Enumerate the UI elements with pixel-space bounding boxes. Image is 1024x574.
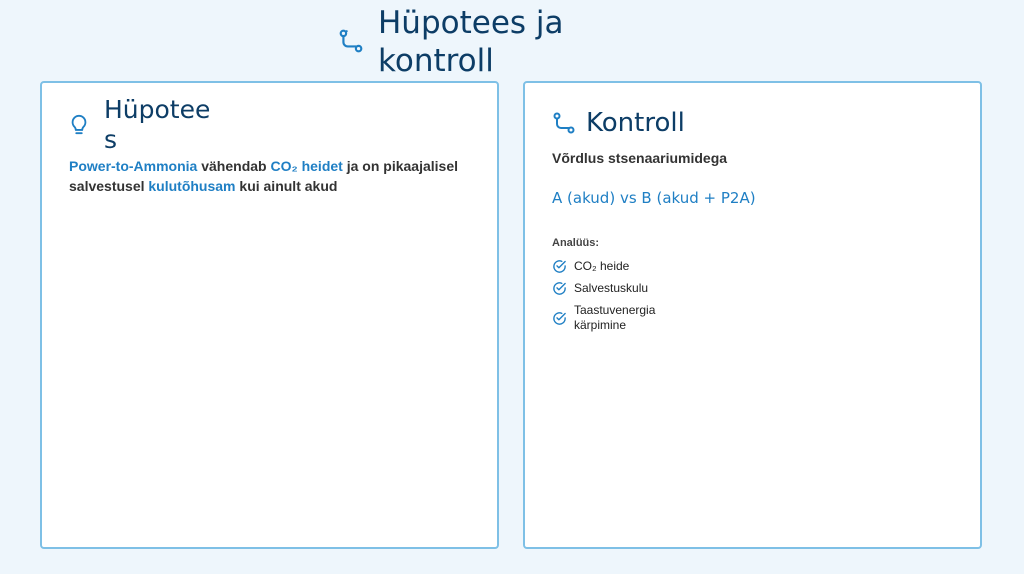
hypothesis-header	[68, 95, 214, 155]
check-label: CO₂ heide	[574, 259, 630, 273]
text-part: vähendab	[197, 158, 271, 174]
check-circle-icon	[552, 259, 567, 274]
control-card	[523, 81, 982, 549]
text-part: Power-to-Ammonia	[69, 158, 198, 174]
text-part: kulutõhusam	[148, 178, 236, 194]
list-item	[552, 303, 702, 333]
check-circle-icon	[552, 281, 567, 296]
analysis-checklist	[552, 259, 702, 340]
hypothesis-text	[69, 156, 469, 196]
list-item	[552, 259, 702, 274]
text-part: kui ainult akud	[235, 178, 338, 194]
hypothesis-heading: Hüpotees	[104, 95, 211, 154]
text-part: ja on pikaajalisel salvestusel	[69, 158, 458, 194]
git-compare-icon	[338, 28, 364, 54]
control-heading: Kontroll	[586, 108, 685, 138]
control-subtitle: Võrdlus stsenaariumidega	[552, 150, 728, 166]
check-circle-icon	[552, 311, 567, 326]
hypothesis-card	[40, 81, 499, 549]
git-compare-icon	[552, 111, 576, 135]
list-item	[552, 281, 702, 296]
analysis-label: Analüüs:	[552, 237, 600, 249]
text-part: CO₂ heidet	[270, 158, 343, 174]
page-header	[338, 4, 618, 80]
lightbulb-icon	[68, 111, 90, 137]
control-header	[552, 107, 685, 139]
scenario-comparison: A (akud) vs B (akud + P2A)	[552, 189, 756, 207]
check-label: Taastuvenergia kärpimine	[574, 303, 656, 332]
check-label: Salvestuskulu	[574, 281, 649, 295]
page-title: Hüpotees ja kontroll	[378, 5, 564, 79]
